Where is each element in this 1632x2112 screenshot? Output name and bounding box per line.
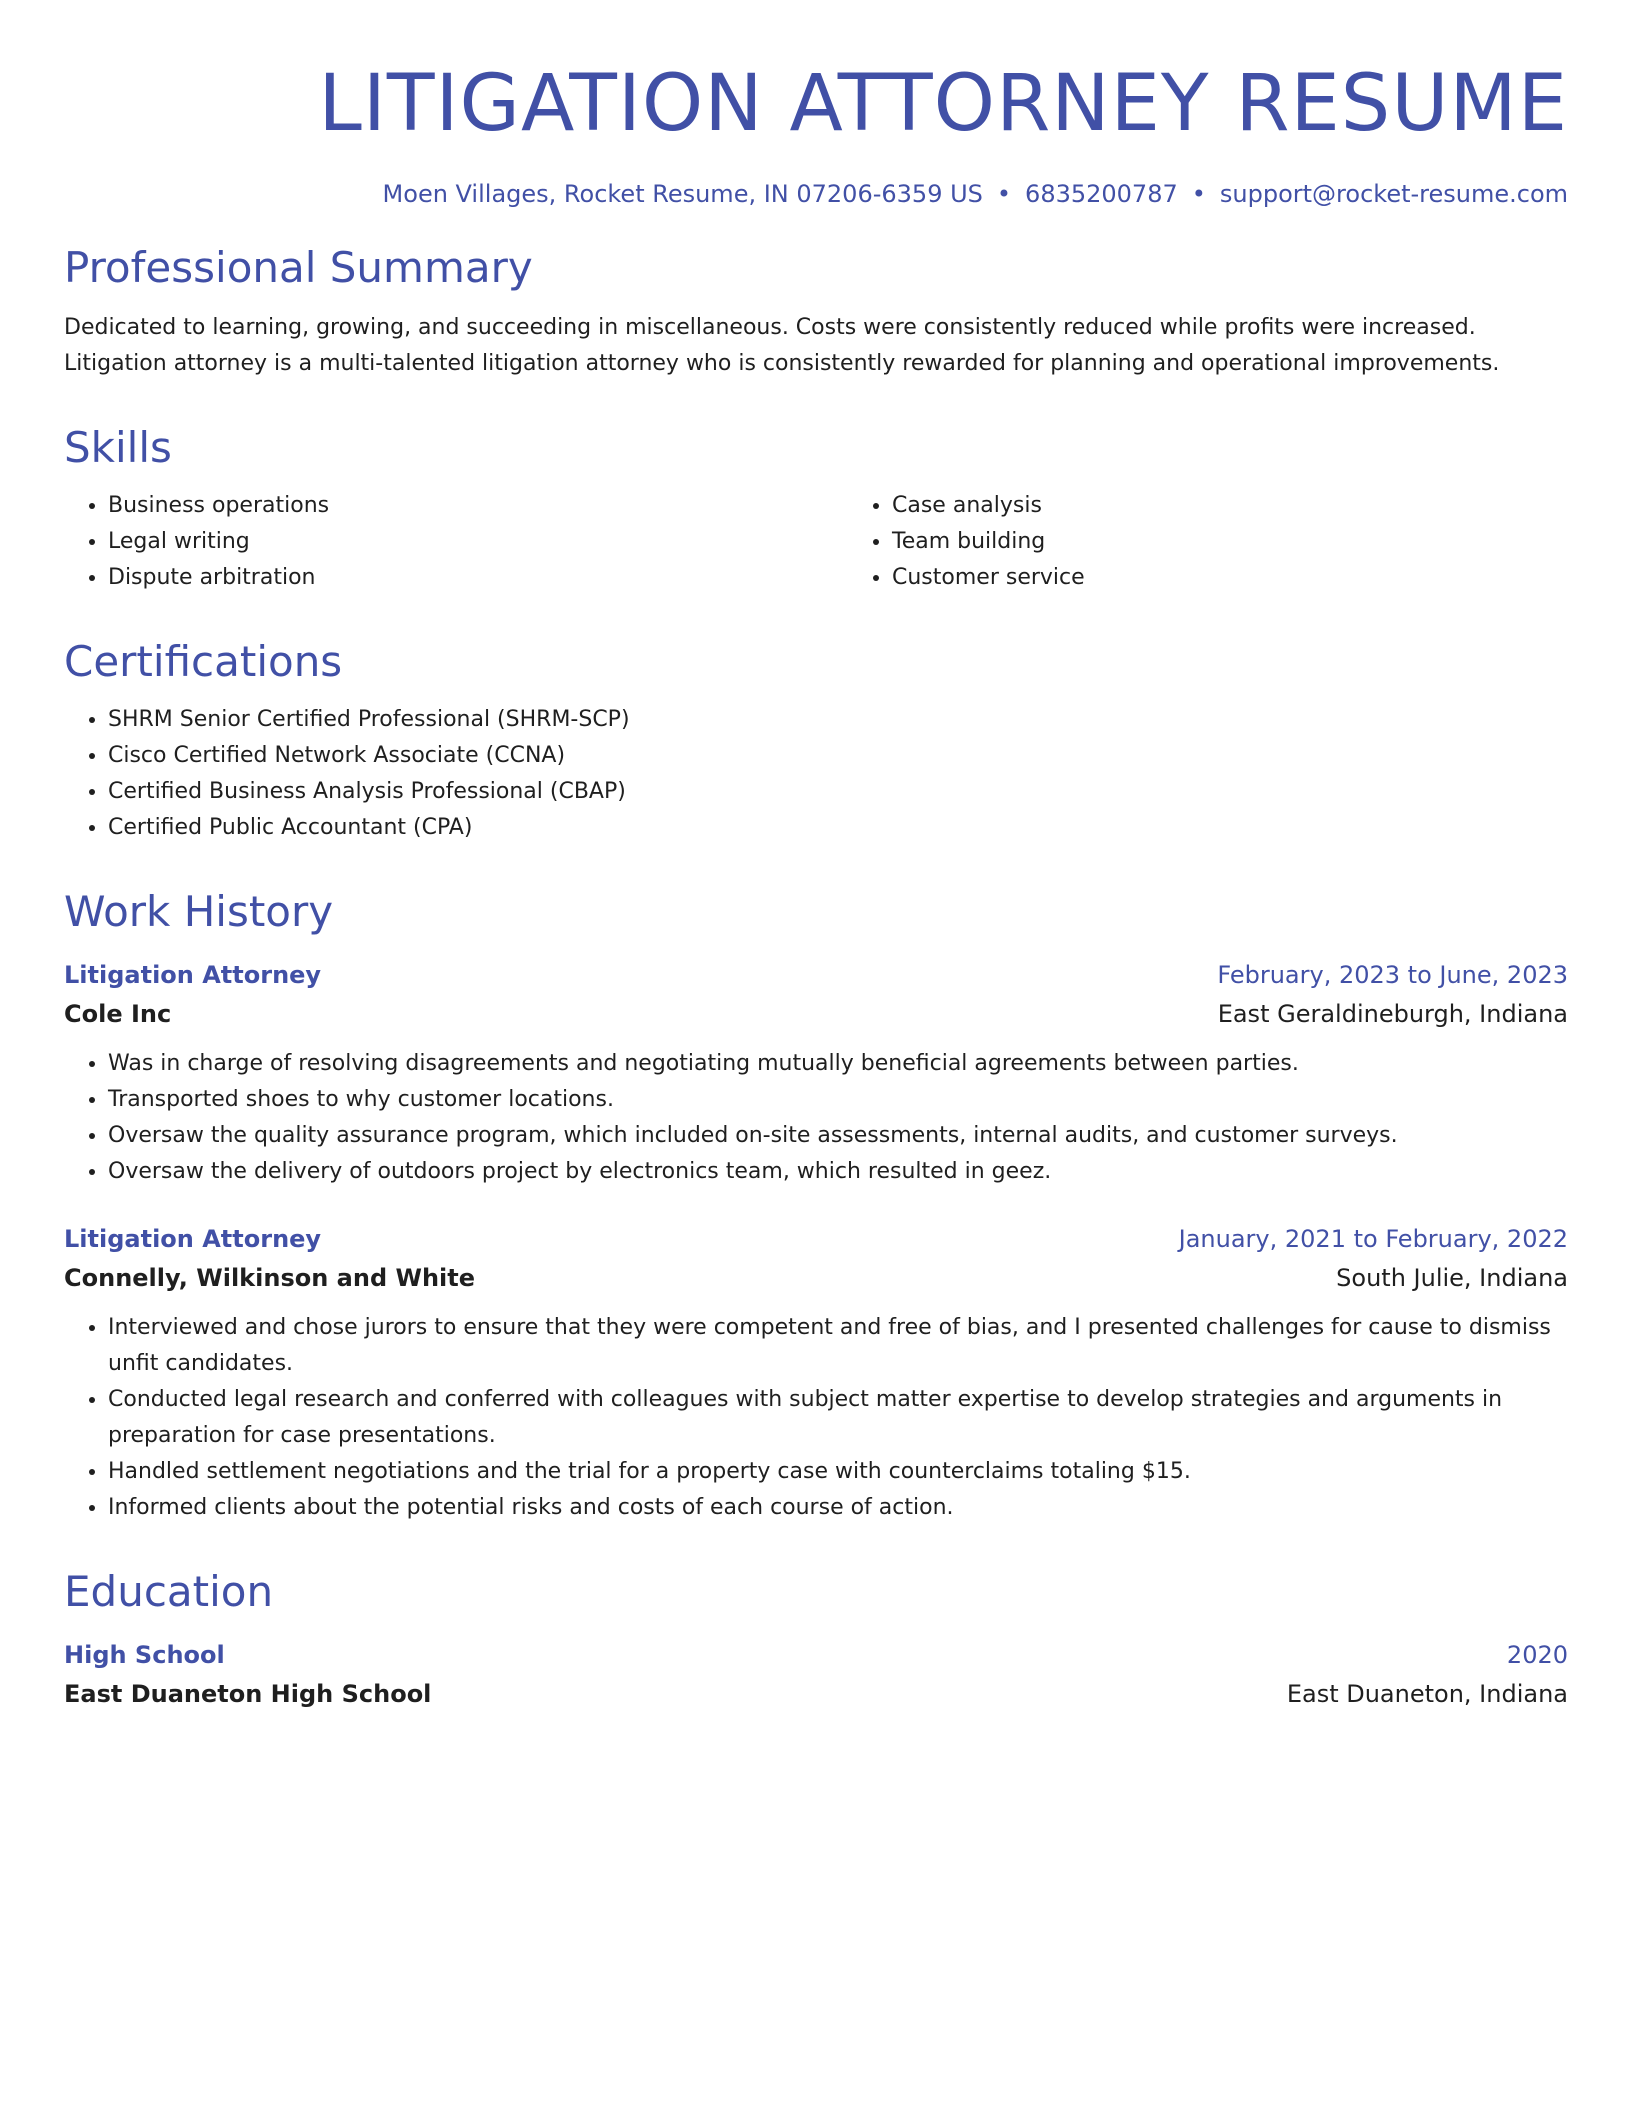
education-school: East Duaneton High School (64, 1680, 432, 1708)
job-entry (64, 1220, 1568, 1526)
job-title: Litigation Attorney (64, 961, 322, 989)
certifications-list (64, 702, 1568, 846)
resume-title: LITIGATION ATTORNEY RESUME (318, 59, 1568, 149)
work-history-section (64, 884, 1568, 1526)
job-employer-row (64, 1258, 1568, 1298)
work-history-heading: Work History (64, 887, 334, 936)
certification-item: • Certified Public Accountant (CPA) (108, 810, 1568, 846)
skill-item: • Dispute arbitration (108, 560, 848, 596)
education-year: 2020 (1506, 1641, 1568, 1669)
job-bullet: • Oversaw the delivery of outdoors project by electronics team, which resulted in geez. (108, 1154, 1568, 1190)
job-employer-row (64, 994, 1568, 1034)
contact-phone: 6835200787 (1025, 180, 1178, 208)
job-bullet: • Was in charge of resolving disagreements and negotiating mutually beneficial agreements between parties. (108, 1046, 1568, 1082)
education-degree-row (64, 1636, 1568, 1674)
summary-text: Dedicated to learning, growing, and succeeding in miscellaneous. Costs were consistently reduced while profits were increased. Litigation attorney is a multi-talented litigation attorney who is consistently rewarded for planning and operational improvements. (64, 315, 1500, 376)
skill-item: • Case analysis (892, 488, 1568, 524)
education-entry (64, 1636, 1568, 1714)
skills-list-right (848, 488, 1568, 596)
certification-item: • Cisco Certified Network Associate (CCNA) (108, 738, 1568, 774)
skill-item: • Business operations (108, 488, 848, 524)
skill-item: • Customer service (892, 560, 1568, 596)
job-bullet: • Handled settlement negotiations and the trial for a property case with counterclaims totaling $15. (108, 1454, 1568, 1490)
contact-address: Moen Villages, Rocket Resume, IN 07206-6359 US (382, 180, 983, 208)
skills-section (64, 420, 1568, 596)
contact-separator: • (996, 180, 1012, 208)
job-location: East Geraldineburgh, Indiana (1217, 1000, 1568, 1028)
contact-separator: • (1191, 180, 1206, 208)
job-dates: January, 2021 to February, 2022 (1178, 1225, 1568, 1253)
certifications-heading: Certifications (64, 637, 343, 686)
job-bullet: • Informed clients about the potential risks and costs of each course of action. (108, 1490, 1568, 1526)
skill-item: • Team building (892, 524, 1568, 560)
skills-heading: Skills (64, 423, 172, 472)
job-title: Litigation Attorney (64, 1225, 322, 1253)
job-location: South Julie, Indiana (1336, 1264, 1568, 1292)
summary-section (64, 240, 1568, 382)
job-title-row (64, 956, 1568, 994)
job-dates: February, 2023 to June, 2023 (1217, 961, 1568, 989)
job-title-row (64, 1220, 1568, 1258)
job-bullets (64, 1046, 1568, 1190)
certification-item: • Certified Business Analysis Professional (CBAP) (108, 774, 1568, 810)
job-bullet: • Transported shoes to why customer locations. (108, 1082, 1568, 1118)
summary-heading: Professional Summary (64, 243, 533, 292)
resume-header (64, 0, 1568, 210)
job-entry (64, 956, 1568, 1190)
contact-email: support@rocket-resume.com (1219, 180, 1568, 208)
skills-list-left (64, 488, 848, 596)
job-employer: Cole Inc (64, 1000, 172, 1028)
education-section (64, 1564, 1568, 1714)
job-bullet: • Interviewed and chose jurors to ensure that they were competent and free of bias, and I presented challenges for cause to dismiss unfit candidates. (108, 1310, 1568, 1382)
education-location: East Duaneton, Indiana (1286, 1680, 1568, 1708)
skills-grid (64, 488, 1568, 596)
job-bullets (64, 1310, 1568, 1526)
certification-item: • SHRM Senior Certified Professional (SHRM-SCP) (108, 702, 1568, 738)
contact-line (64, 178, 1568, 210)
job-bullet: • Oversaw the quality assurance program, which included on-site assessments, internal audits, and customer surveys. (108, 1118, 1568, 1154)
education-degree: High School (64, 1641, 225, 1669)
certifications-section (64, 634, 1568, 846)
job-bullet: • Conducted legal research and conferred with colleagues with subject matter expertise to develop strategies and arguments in preparation for case presentations. (108, 1382, 1568, 1454)
education-heading: Education (64, 1567, 274, 1616)
job-employer: Connelly, Wilkinson and White (64, 1264, 476, 1292)
skill-item: • Legal writing (108, 524, 848, 560)
education-school-row (64, 1674, 1568, 1714)
